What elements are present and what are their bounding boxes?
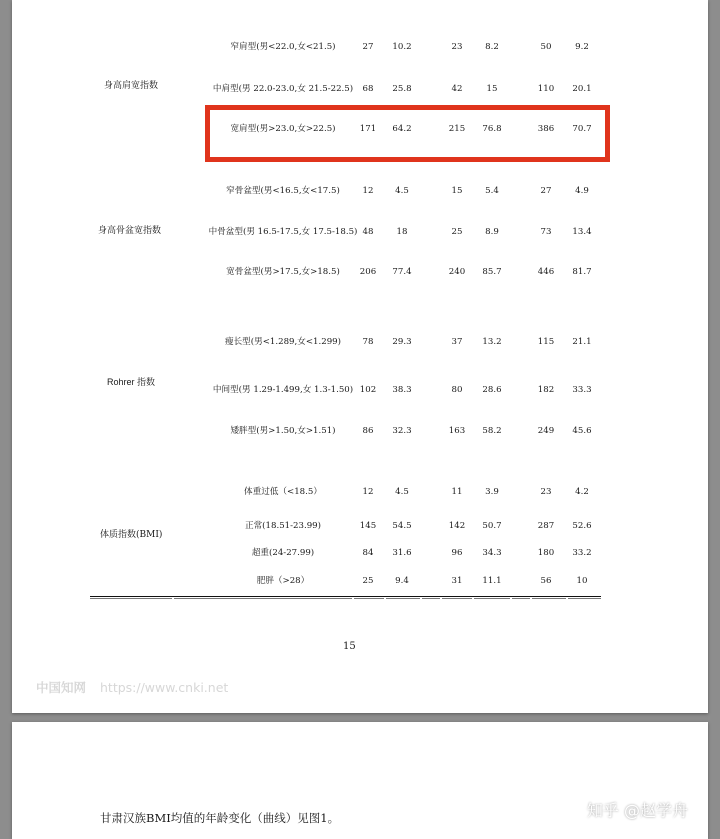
row-label: 中间型(男 1.29-1.499,女 1.3-1.50) (212, 385, 354, 395)
table-rule-segment (474, 598, 510, 599)
table-rule-segment (174, 598, 352, 599)
table-cell: 4.5 (395, 487, 409, 497)
row-label: 窄肩型(男<22.0,女<21.5) (230, 42, 336, 52)
table-cell: 58.2 (482, 426, 502, 436)
row-label: 窄骨盆型(男<16.5,女<17.5) (226, 186, 340, 196)
table-cell: 12 (362, 186, 374, 196)
table-cell: 81.7 (572, 267, 592, 277)
table-cell: 85.7 (482, 267, 502, 277)
table-cell: 163 (448, 426, 466, 436)
table-cell: 4.5 (395, 186, 409, 196)
row-label: 瘦长型(男<1.289,女<1.299) (224, 337, 341, 347)
table-cell: 38.3 (392, 385, 412, 395)
table-cell: 76.8 (482, 124, 502, 134)
table-cell: 287 (537, 521, 555, 531)
table-rule-segment (386, 598, 420, 599)
table-cell: 10 (576, 576, 588, 586)
highlight-box (205, 105, 610, 162)
table-cell: 215 (448, 124, 466, 134)
table-cell: 5.4 (485, 186, 499, 196)
table-cell: 115 (537, 337, 555, 347)
document-page-2 (12, 722, 708, 839)
table-cell: 11.1 (482, 576, 502, 586)
table-cell: 15 (451, 186, 463, 196)
figure-reference-text: 甘肃汉族BMI均值的年龄变化（曲线）见图1。 (100, 811, 340, 825)
table-rule-segment (354, 598, 384, 599)
row-label: 正常(18.51-23.99) (244, 521, 321, 531)
table-cell: 4.2 (575, 487, 589, 497)
table-cell: 80 (451, 385, 463, 395)
row-label: 宽肩型(男>23.0,女>22.5) (230, 124, 336, 134)
table-cell: 171 (359, 124, 377, 134)
table-rule-segment (568, 598, 601, 599)
table-cell: 77.4 (392, 267, 412, 277)
table-cell: 50 (540, 42, 552, 52)
table-cell: 20.1 (572, 84, 592, 94)
table-cell: 9.2 (575, 42, 589, 52)
table-cell: 23 (540, 487, 552, 497)
table-cell: 37 (451, 337, 463, 347)
table-cell: 52.6 (572, 521, 592, 531)
table-cell: 15 (486, 84, 498, 94)
row-label: 矮胖型(男>1.50,女>1.51) (230, 426, 336, 436)
document-page-1 (12, 0, 708, 713)
table-cell: 25 (362, 576, 374, 586)
table-rule-segment (422, 598, 440, 599)
table-cell: 249 (537, 426, 555, 436)
table-cell: 182 (537, 385, 555, 395)
row-label: 宽骨盆型(男>17.5,女>18.5) (226, 267, 340, 277)
table-cell: 32.3 (392, 426, 412, 436)
table-cell: 145 (359, 521, 377, 531)
cnki-brand: 中国知网 (36, 680, 87, 695)
table-cell: 11 (451, 487, 463, 497)
table-cell: 50.7 (482, 521, 502, 531)
table-cell: 56 (540, 576, 552, 586)
table-cell: 29.3 (392, 337, 412, 347)
table-cell: 13.4 (572, 227, 592, 237)
table-cell: 18 (396, 227, 408, 237)
table-rule-segment (90, 598, 172, 599)
category-label: 身高骨盆宽指数 (98, 226, 162, 236)
table-cell: 27 (540, 186, 552, 196)
table-cell: 73 (540, 227, 552, 237)
table-cell: 13.2 (482, 337, 502, 347)
table-rule-segment (512, 598, 530, 599)
table-cell: 8.2 (485, 42, 499, 52)
row-label: 中肩型(男 22.0-23.0,女 21.5-22.5) (212, 84, 354, 94)
table-cell: 31.6 (392, 548, 412, 558)
category-label: Rohrer 指数 (107, 377, 156, 387)
table-cell: 25.8 (392, 84, 412, 94)
table-cell: 386 (537, 124, 555, 134)
table-cell: 25 (451, 227, 463, 237)
table-cell: 3.9 (485, 487, 499, 497)
table-cell: 86 (362, 426, 374, 436)
category-label: 体质指数(BMI) (100, 530, 163, 540)
table-cell: 33.2 (572, 548, 592, 558)
table-cell: 9.4 (395, 576, 409, 586)
table-cell: 240 (448, 267, 466, 277)
table-cell: 446 (537, 267, 555, 277)
table-cell: 78 (362, 337, 374, 347)
cnki-url: https://www.cnki.net (100, 680, 229, 695)
table-cell: 45.6 (572, 426, 592, 436)
table-cell: 23 (451, 42, 463, 52)
table-cell: 10.2 (392, 42, 412, 52)
table-cell: 33.3 (572, 385, 592, 395)
table-cell: 96 (451, 548, 463, 558)
zhihu-watermark: 知乎 @赵学舟 (586, 801, 688, 820)
table-cell: 8.9 (485, 227, 499, 237)
cnki-watermark (36, 678, 228, 696)
table-cell: 21.1 (572, 337, 592, 347)
row-label: 体重过低（<18.5） (244, 487, 322, 497)
table-cell: 68 (362, 84, 374, 94)
table-cell: 31 (451, 576, 463, 586)
table-cell: 27 (362, 42, 374, 52)
page-number: 15 (343, 641, 356, 652)
table-cell: 48 (362, 227, 374, 237)
table-cell: 34.3 (482, 548, 502, 558)
table-cell: 4.9 (575, 186, 589, 196)
table-cell: 102 (359, 385, 377, 395)
table-rule-segment (442, 598, 472, 599)
table-cell: 42 (451, 84, 463, 94)
table-cell: 110 (537, 84, 555, 94)
category-label: 身高肩宽指数 (104, 81, 159, 91)
table-cell: 180 (537, 548, 555, 558)
table-cell: 206 (359, 267, 377, 277)
row-label: 肥胖（>28） (256, 576, 310, 586)
table-cell: 70.7 (572, 124, 592, 134)
table-rule-segment (532, 598, 566, 599)
table-cell: 54.5 (392, 521, 412, 531)
table-cell: 84 (362, 548, 374, 558)
row-label: 中骨盆型(男 16.5-17.5,女 17.5-18.5) (208, 227, 358, 237)
table-cell: 64.2 (392, 124, 412, 134)
row-label: 超重(24-27.99) (251, 548, 315, 558)
table-cell: 28.6 (482, 385, 502, 395)
table-cell: 142 (448, 521, 466, 531)
table-cell: 12 (362, 487, 374, 497)
